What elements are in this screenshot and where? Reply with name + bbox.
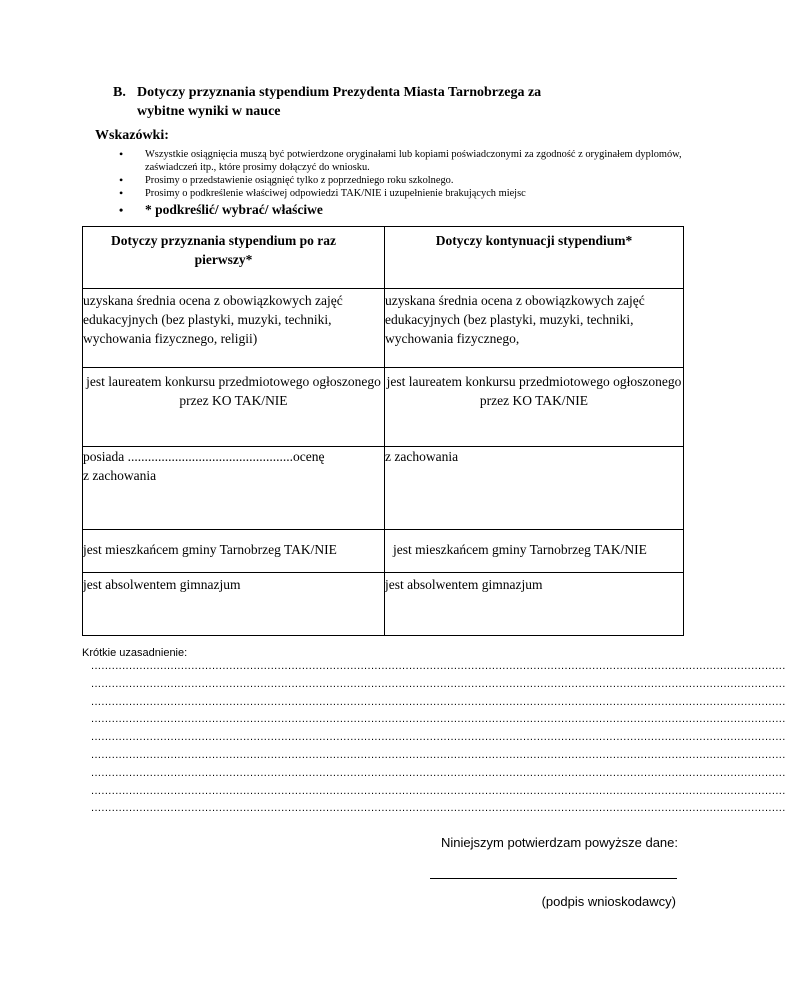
section-letter: B. [113,85,126,100]
justification-lines[interactable] [91,658,786,818]
section-title-line2: wybitne wyniki w nauce [137,104,281,119]
cell-resident-first[interactable] [83,530,385,573]
section-title-line1: Dotyczy przyznania stypendium Prezydenta Miasta Tarnobrzega za [137,85,542,100]
table-row [83,573,684,636]
dotted-line[interactable]: ......................................................................................................................................................................................................... [91,802,786,815]
cell-text: uzyskana średnia ocena z obowiązkowych zajęć edukacyjnych (bez plastyki, muzyki, techniki, wychowania fizycznego, religii) [83,293,343,346]
hint-text: Prosimy o przedstawienie osiągnięć tylko z poprzedniego roku szkolnego. [145,175,454,186]
header-continuation-label: Dotyczy kontynuacji stypendium* [435,233,633,248]
table-row [83,289,684,368]
cell-laureate-continuation[interactable] [385,368,684,447]
dotted-line[interactable]: ......................................................................................................................................................................................................... [91,766,786,779]
header-first-time-label: Dotyczy przyznania stypendium po raz pierwszy* [111,233,336,267]
table-row [83,447,684,530]
cell-text: uzyskana średnia ocena z obowiązkowych zajęć edukacyjnych (bez plastyki, muzyki, techniki, wychowania fizycznego, [385,293,645,346]
signature-line[interactable] [430,878,677,879]
dotted-line[interactable]: ......................................................................................................................................................................................................... [91,713,786,726]
cell-text-line1: posiada .................................................ocenę [83,449,325,464]
header-continuation [385,227,684,289]
hint-item [119,201,685,219]
hint-text: Wszystkie osiągnięcia muszą być potwierdzone oryginałami lub kopiami poświadczonymi za zgodność z oryginałem dyplomów, zaświadczeń itp., które prosimy dołączyć do wniosku. [145,149,682,173]
hints-title: Wskazówki: [95,128,169,143]
signature-note: (podpis wnioskodawcy) [541,894,676,909]
cell-behavior-continuation[interactable] [385,447,684,530]
table-row [83,368,684,447]
cell-behavior-first[interactable] [83,447,385,530]
dotted-line[interactable]: ......................................................................................................................................................................................................... [91,677,786,690]
cell-average-continuation[interactable] [385,289,684,368]
cell-text: jest mieszkańcem gminy Tarnobrzeg TAK/NIE [393,542,647,557]
cell-resident-continuation[interactable] [385,530,684,573]
dotted-line[interactable]: ......................................................................................................................................................................................................... [91,784,786,797]
header-first-time [83,227,385,289]
bullet-icon: • [119,173,124,187]
bullet-icon: • [119,203,124,217]
dotted-line[interactable]: ......................................................................................................................................................................................................... [91,660,786,672]
hint-item [119,173,685,187]
hint-item [119,186,685,200]
cell-average-first[interactable] [83,289,385,368]
table-header-row [83,227,684,289]
bullet-icon: • [119,147,124,161]
bullet-icon: • [119,186,124,200]
cell-text: jest mieszkańcem gminy Tarnobrzeg TAK/NIE [83,542,337,557]
confirmation-text: Niniejszym potwierdzam powyższe dane: [441,835,678,850]
table-row [83,530,684,573]
hint-text: Prosimy o podkreślenie właściwej odpowiedzi TAK/NIE i uzupełnienie brakujących miejsc [145,188,526,199]
scholarship-form-table [82,226,684,636]
cell-text: z zachowania [385,449,459,464]
cell-laureate-first[interactable] [83,368,385,447]
dotted-line[interactable]: ......................................................................................................................................................................................................... [91,731,786,744]
cell-graduate-first[interactable] [83,573,385,636]
cell-text: jest laureatem konkursu przedmiotowego ogłoszonego przez KO TAK/NIE [86,374,381,408]
hint-text: * podkreślić/ wybrać/ właściwe [145,202,323,217]
section-heading [113,83,673,121]
cell-text: jest laureatem konkursu przedmiotowego ogłoszonego przez KO TAK/NIE [386,374,682,408]
dotted-line[interactable]: ......................................................................................................................................................................................................... [91,748,786,761]
hint-item [119,147,685,174]
justification-label: Krótkie uzasadnienie: [82,647,188,659]
cell-text: jest absolwentem gimnazjum [83,577,241,592]
hints-list [119,147,685,219]
cell-graduate-continuation[interactable] [385,573,684,636]
dotted-line[interactable]: ......................................................................................................................................................................................................... [91,695,786,708]
cell-text-line2: z zachowania [83,468,157,483]
cell-text: jest absolwentem gimnazjum [385,577,543,592]
